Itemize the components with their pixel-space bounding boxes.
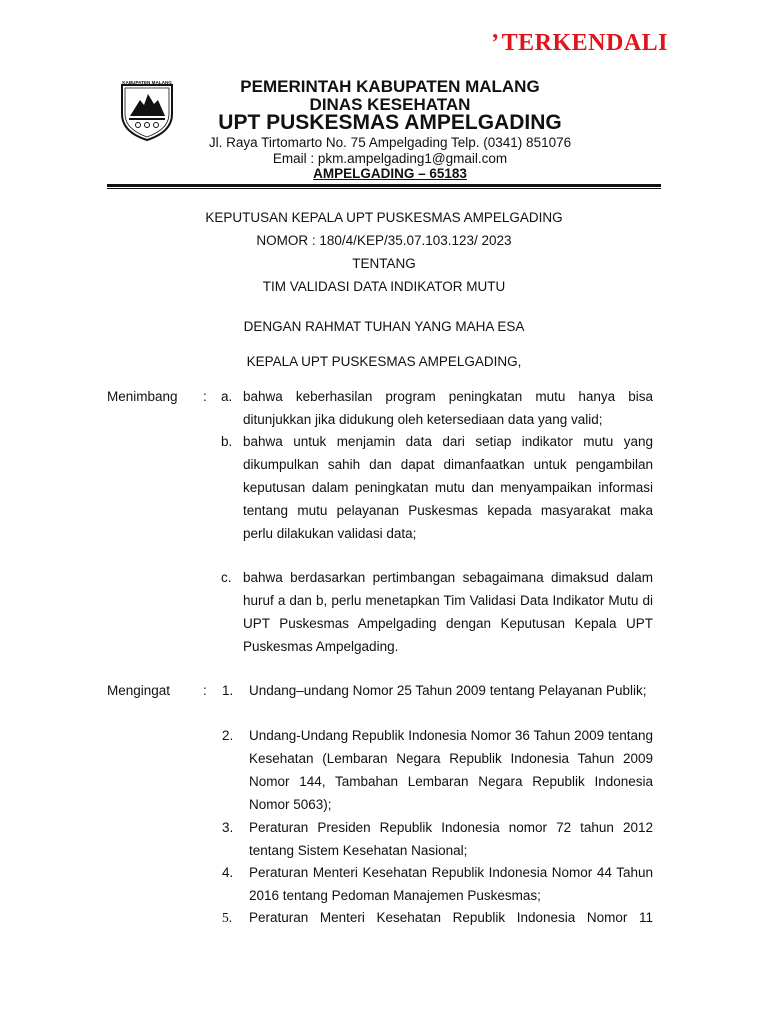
header-rule-thin: [107, 188, 661, 189]
header-rule-thick: [107, 184, 661, 187]
list-marker: a.: [221, 389, 233, 404]
header-address: Jl. Raya Tirtomarto No. 75 Ampelgading Telp. (0341) 851076: [208, 135, 572, 150]
header-postal: AMPELGADING – 65183: [313, 166, 467, 181]
svg-text:KABUPATEN MALANG: KABUPATEN MALANG: [122, 80, 172, 85]
list-item: Undang–undang Nomor 25 Tahun 2009 tentang Pelayanan Publik;: [249, 683, 647, 698]
list-marker: 1.: [222, 683, 234, 698]
list-item: Peraturan Menteri Kesehatan Republik Indonesia Nomor 11: [249, 910, 653, 925]
list-item: Peraturan Menteri Kesehatan Republik Indonesia Nomor 44 Tahun 2016 tentang Pedoman Manajemen Puskesmas;: [249, 865, 653, 903]
mengingat-label: Mengingat: [107, 683, 171, 698]
header-government: PEMERINTAH KABUPATEN MALANG: [240, 77, 540, 96]
mengingat-colon: :: [203, 683, 207, 698]
header-institution: UPT PUSKESMAS AMPELGADING: [218, 111, 562, 134]
kabupaten-malang-logo: [118, 80, 176, 142]
decree-subject: TIM VALIDASI DATA INDIKATOR MUTU: [262, 279, 506, 294]
list-marker: 3.: [222, 820, 234, 835]
list-marker: c.: [221, 570, 232, 585]
list-marker: 4.: [222, 865, 234, 880]
list-marker: 5.: [222, 910, 233, 925]
list-item: bahwa berdasarkan pertimbangan sebagaimana dimaksud dalam huruf a dan b, perlu menetapkan Tim Validasi Data Indikator Mutu di UPT Puskesmas Ampelgading dengan Keputusan Kepala UPT Puskesmas Ampelgading.: [243, 570, 653, 654]
list-marker: b.: [221, 434, 233, 449]
decree-issuer: KEPALA UPT PUSKESMAS AMPELGADING,: [246, 354, 522, 369]
menimbang-label: Menimbang: [107, 389, 178, 404]
decree-title: KEPUTUSAN KEPALA UPT PUSKESMAS AMPELGADING: [205, 210, 563, 225]
decree-number: NOMOR : 180/4/KEP/35.07.103.123/ 2023: [256, 233, 512, 248]
decree-about: TENTANG: [352, 256, 416, 271]
list-item: bahwa untuk menjamin data dari setiap indikator mutu yang dikumpulkan sahih dan dapat dimanfaatkan untuk pengambilan keputusan dalam peningkatan mutu dan menyampaikan informasi tentang mutu pelayanan Puskesmas kepada masyarakat maka perlu dilakukan validasi data;: [243, 434, 653, 541]
menimbang-colon: :: [203, 389, 207, 404]
header-email: Email : pkm.ampelgading1@gmail.com: [272, 151, 508, 166]
decree-invocation: DENGAN RAHMAT TUHAN YANG MAHA ESA: [243, 319, 525, 334]
list-item: Undang-Undang Republik Indonesia Nomor 36 Tahun 2009 tentang Kesehatan (Lembaran Negara Republik Indonesia Tahun 2009 Nomor 144, Tambahan Lembaran Negara Republik Indonesia Nomor 5063);: [249, 728, 653, 812]
list-item: bahwa keberhasilan program peningkatan mutu hanya bisa ditunjukkan jika didukung oleh ketersediaan data yang valid;: [243, 389, 653, 427]
list-marker: 2.: [222, 728, 234, 743]
list-item: Peraturan Presiden Republik Indonesia nomor 72 tahun 2012 tentang Sistem Kesehatan Nasional;: [249, 820, 653, 858]
header-agency: DINAS KESEHATAN: [309, 95, 471, 114]
controlled-stamp: ’TERKENDALI: [490, 29, 668, 57]
